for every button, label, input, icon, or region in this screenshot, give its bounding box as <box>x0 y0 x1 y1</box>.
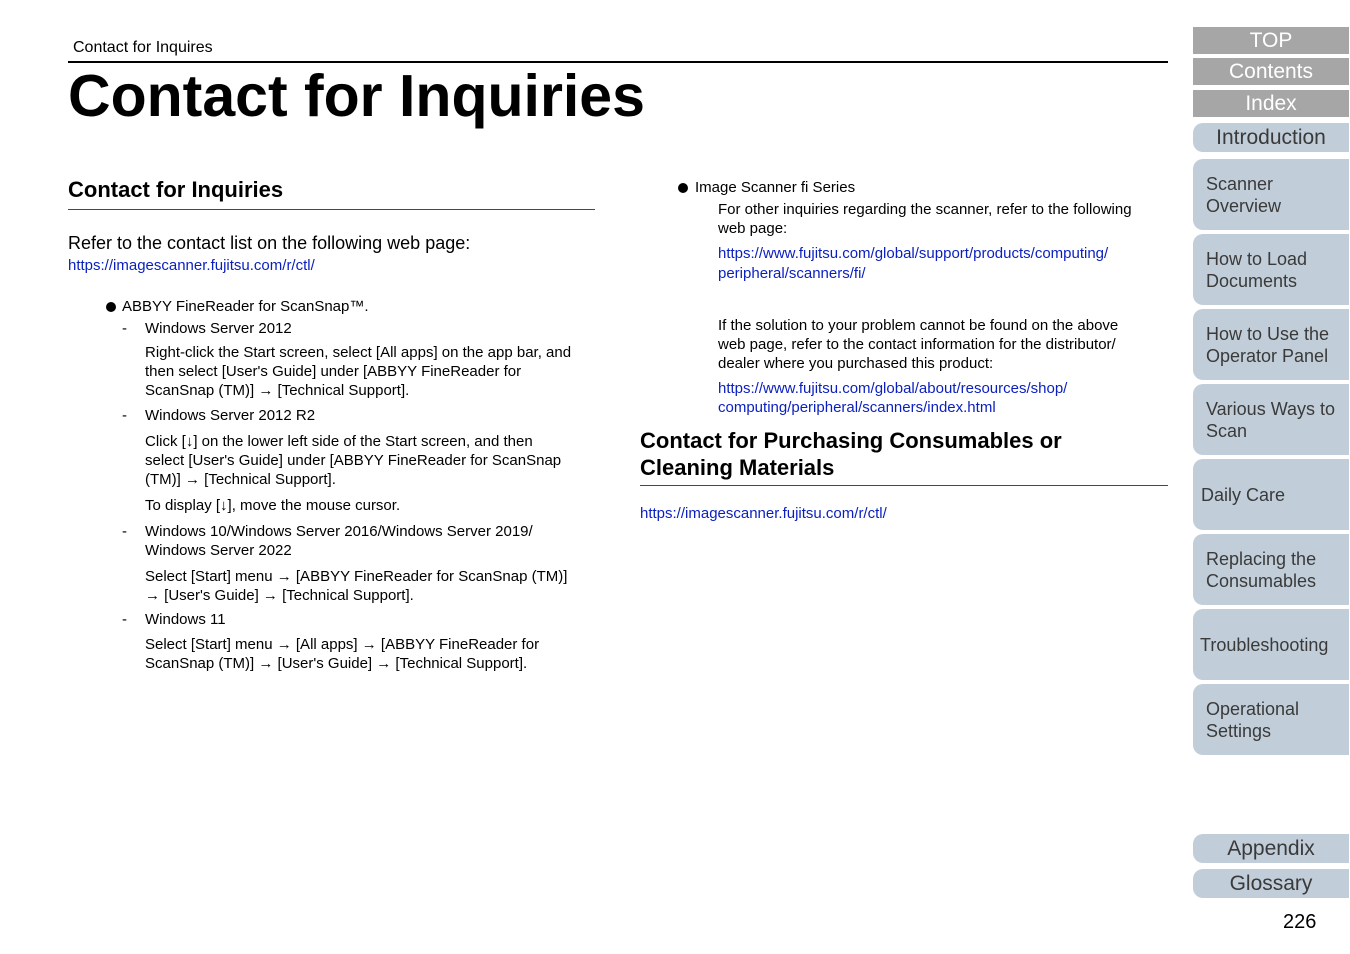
nav-label: Settings <box>1206 720 1272 741</box>
nav-label: How to Use the <box>1206 323 1330 344</box>
nav-label: How to Load <box>1206 248 1308 269</box>
heading-line: Cleaning Materials <box>640 455 835 480</box>
nav-label: Documents <box>1206 270 1298 291</box>
nav-daily-care[interactable] <box>1193 459 1349 530</box>
lead-text: Refer to the contact list on the following web page: <box>68 232 471 253</box>
distributor-text <box>640 316 1168 373</box>
item-text <box>68 432 595 489</box>
nav-top-button[interactable]: TOP <box>1193 27 1349 54</box>
nav-label: Troubleshooting <box>1200 634 1329 655</box>
item-title: Windows 11 <box>145 610 226 628</box>
support-link-line[interactable]: peripheral/scanners/fi/ <box>718 265 866 282</box>
bullet-fi-series <box>640 179 1168 196</box>
text-line: (TM)] → [Technical Support]. <box>145 470 336 488</box>
left-column <box>68 176 595 673</box>
item-note: To display [↓], move the mouse cursor. <box>145 496 401 514</box>
consumables-link[interactable]: https://imagescanner.fujitsu.com/r/ctl/ <box>640 505 887 522</box>
text-line: web page, refer to the contact information for the distributor/ <box>718 336 1116 353</box>
nav-label: Scanner <box>1206 173 1274 194</box>
page-number: 226 <box>1283 911 1317 933</box>
nav-ways-to-scan[interactable] <box>1193 384 1349 455</box>
dash-marker: - <box>122 319 127 337</box>
shop-link[interactable] <box>640 379 1168 417</box>
shop-link-line[interactable]: computing/peripheral/scanners/index.html <box>718 399 996 416</box>
page-title: Contact for Inquiries <box>68 63 645 129</box>
item-title: Windows Server 2022 <box>145 541 292 559</box>
section-heading-consumables <box>640 427 1168 486</box>
text-line: web page: <box>718 220 788 237</box>
list-item <box>68 320 595 337</box>
nav-label: Operator Panel <box>1206 345 1329 366</box>
text-line: dealer where you purchased this product: <box>718 355 994 372</box>
nav-troubleshooting[interactable] <box>1193 609 1349 680</box>
text-line: For other inquiries regarding the scanner, refer to the following <box>718 201 1132 218</box>
bullet-abbyy <box>68 298 595 315</box>
nav-label: Scan <box>1206 420 1248 441</box>
dash-marker: - <box>122 610 127 628</box>
nav-replacing-consumables[interactable] <box>1193 534 1349 605</box>
nav-operational-settings[interactable] <box>1193 684 1349 755</box>
section-heading-inquiries: Contact for Inquiries <box>68 176 595 210</box>
text-line: Click [↓] on the lower left side of the Start screen, and then <box>145 432 533 450</box>
breadcrumb: Contact for Inquires <box>73 39 213 56</box>
shop-link-line[interactable]: https://www.fujitsu.com/global/about/resources/shop/ <box>718 380 1068 397</box>
bullet-dot-icon <box>106 302 116 312</box>
dash-marker: - <box>122 406 127 424</box>
item-text <box>68 635 595 673</box>
list-item <box>68 522 595 560</box>
list-item <box>68 611 595 628</box>
inquiry-text <box>640 200 1168 238</box>
nav-label: Consumables <box>1206 570 1317 591</box>
nav-label: Various Ways to <box>1206 398 1336 419</box>
text-line: ScanSnap (TM)] → [User's Guide] → [Technical Support]. <box>145 654 528 672</box>
right-column <box>640 176 1168 522</box>
text-line: then select [User's Guide] under [ABBYY FineReader for <box>145 362 522 380</box>
text-line: ScanSnap (TM)] → [Technical Support]. <box>145 381 410 399</box>
heading-line: Contact for Purchasing Consumables or <box>640 428 1062 453</box>
dash-marker: - <box>122 522 127 540</box>
nav-index-button[interactable]: Index <box>1193 90 1349 117</box>
support-link[interactable] <box>640 244 1168 284</box>
bullet-label: ABBYY FineReader for ScanSnap™. <box>122 297 369 315</box>
text-line: select [User's Guide] under [ABBYY FineReader for ScanSnap <box>145 451 562 469</box>
item-title: Windows 10/Windows Server 2016/Windows Server 2019/ <box>145 522 533 540</box>
text-line: → [User's Guide] → [Technical Support]. <box>145 586 414 604</box>
item-text <box>68 343 595 400</box>
nav-label: Replacing the <box>1206 548 1317 569</box>
text-line: Select [Start] menu → [ABBYY FineReader for ScanSnap (TM)] <box>145 567 568 585</box>
item-title: Windows Server 2012 R2 <box>145 406 316 424</box>
text-line: If the solution to your problem cannot be found on the above <box>718 317 1119 334</box>
nav-operator-panel[interactable] <box>1193 309 1349 380</box>
nav-introduction[interactable]: Introduction <box>1193 123 1349 152</box>
contact-list-link[interactable]: https://imagescanner.fujitsu.com/r/ctl/ <box>68 256 315 274</box>
nav-scanner-overview[interactable] <box>1193 159 1349 230</box>
bullet-dot-icon <box>678 183 688 193</box>
text-line: Right-click the Start screen, select [All apps] on the app bar, and <box>145 343 572 361</box>
nav-label: Operational <box>1206 698 1300 719</box>
nav-label: Overview <box>1206 195 1282 216</box>
nav-appendix[interactable]: Appendix <box>1193 834 1349 863</box>
item-text <box>68 567 595 605</box>
item-title: Windows Server 2012 <box>145 319 292 337</box>
bullet-label: Image Scanner fi Series <box>695 179 856 196</box>
support-link-line[interactable]: https://www.fujitsu.com/global/support/products/computing/ <box>718 245 1109 262</box>
nav-label: Daily Care <box>1201 484 1286 505</box>
nav-load-documents[interactable] <box>1193 234 1349 305</box>
list-item <box>68 407 595 424</box>
text-line: Select [Start] menu → [All apps] → [ABBYY FineReader for <box>145 635 540 653</box>
nav-contents-button[interactable]: Contents <box>1193 58 1349 85</box>
nav-glossary[interactable]: Glossary <box>1193 869 1349 898</box>
